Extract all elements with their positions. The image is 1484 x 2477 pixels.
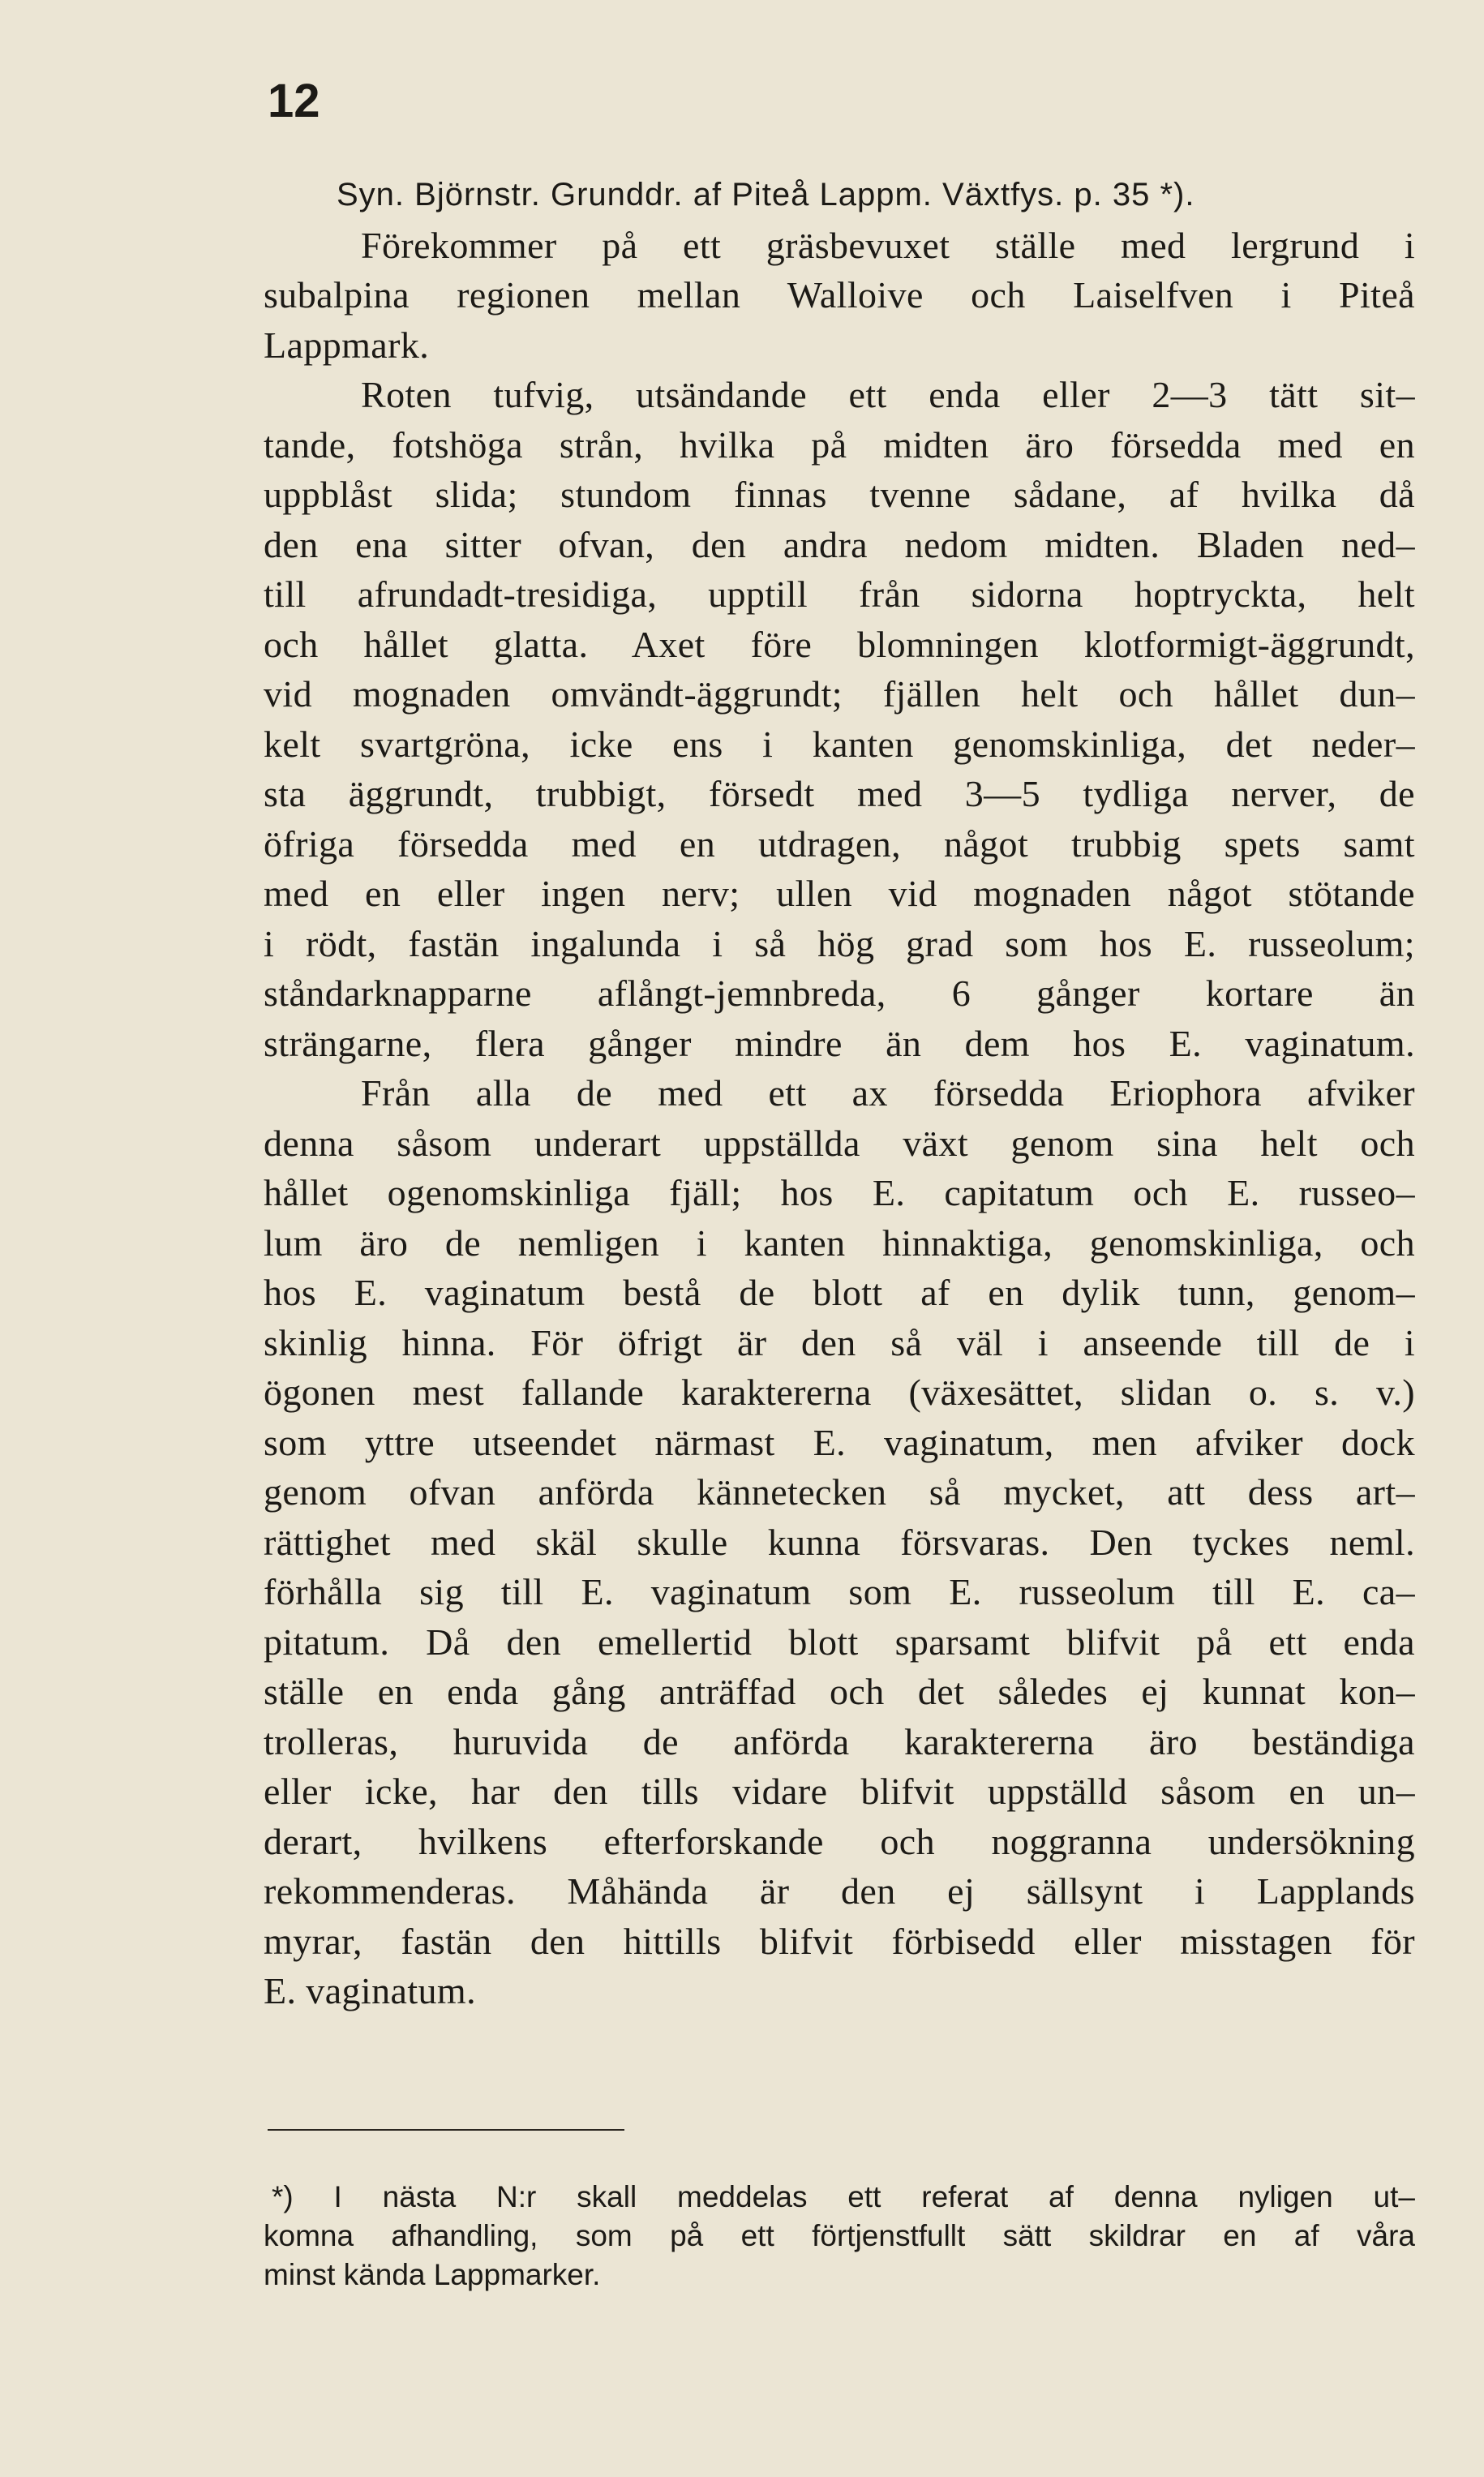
text-line: Från alla de med ett ax försedda Eriophora afviker: [361, 1072, 1415, 1114]
text-line: eller icke, har den tills vidare blifvit uppställd såsom en un–: [264, 1771, 1415, 1812]
synonym-line: Syn. Björnstr. Grunddr. af Piteå Lappm. Växtfys. p. 35 *).: [337, 177, 1195, 212]
text-line: subalpina regionen mellan Walloive och Laiselfven i Piteå: [264, 274, 1415, 316]
text-line: derart, hvilkens efterforskande och noggranna undersökning: [264, 1820, 1415, 1862]
text-line: Förekommer på ett gräsbevuxet ställe med lergrund i: [361, 224, 1415, 266]
text-line: öfriga försedda med en utdragen, något trubbig spets samt: [264, 822, 1415, 865]
footnote: [264, 2178, 1415, 2295]
page-number: 12: [268, 75, 320, 127]
footnote-line: komna afhandling, som på ett förtjenstfullt sätt skildrar en af våra: [264, 2219, 1415, 2252]
footnote-separator: [268, 2129, 624, 2131]
text-line: sta äggrundt, trubbigt, försedt med 3—5 tydliga nerver, de: [264, 773, 1415, 814]
text-line: ställe en enda gång anträffad och det således ej kunnat kon–: [264, 1671, 1415, 1712]
text-line: lum äro de nemligen i kanten hinnaktiga, genomskinliga, och: [264, 1221, 1415, 1264]
text-line: som yttre utseendet närmast E. vaginatum, men afviker dock: [264, 1421, 1415, 1463]
text-line: ögonen mest fallande karaktererna (växesättet, slidan o. s. v.): [264, 1372, 1415, 1413]
text-line: myrar, fastän den hittills blifvit förbisedd eller misstagen för: [264, 1920, 1415, 1962]
text-line: pitatum. Då den emellertid blott sparsamt blifvit på ett enda: [264, 1621, 1415, 1663]
text-line: förhålla sig till E. vaginatum som E. russeolum till E. ca–: [264, 1571, 1415, 1612]
text-line: tande, fotshöga strån, hvilka på midten äro försedda med en: [264, 423, 1415, 466]
text-line: kelt svartgröna, icke ens i kanten genomskinliga, det neder–: [264, 723, 1415, 765]
text-line: till afrundadt-tresidiga, upptill från sidorna hoptryckta, helt: [264, 573, 1415, 615]
text-line: skinlig hinna. För öfrigt är den så väl i anseende till de i: [264, 1321, 1415, 1363]
text-line: strängarne, flera gånger mindre än dem hos E. vaginatum.: [264, 1022, 1415, 1064]
body-text: [264, 170, 1415, 2016]
text-line: E. vaginatum.: [264, 1970, 476, 2011]
text-line: med en eller ingen nerv; ullen vid mognaden något stötande: [264, 873, 1415, 914]
text-line: Lappmark.: [264, 324, 430, 366]
text-line: vid mognaden omvändt-äggrundt; fjällen helt och hållet dun–: [264, 673, 1415, 715]
text-line: uppblåst slida; stundom finnas tvenne sådane, af hvilka då: [264, 474, 1415, 515]
text-line: och hållet glatta. Axet före blomningen klotformigt-äggrundt,: [264, 623, 1415, 665]
text-line: rättighet med skäl skulle kunna försvaras. Den tyckes neml.: [264, 1521, 1415, 1563]
text-line: i rödt, fastän ingalunda i så hög grad som hos E. russeolum;: [264, 922, 1415, 964]
text-line: rekommenderas. Måhända är den ej sällsynt i Lapplands: [264, 1870, 1415, 1912]
footnote-line: *) I nästa N:r skall meddelas ett referat af denna nyligen ut–: [272, 2180, 1415, 2213]
text-line: denna såsom underart uppställda växt genom sina helt och: [264, 1122, 1415, 1164]
text-line: Roten tufvig, utsändande ett enda eller 2—3 tätt sit–: [361, 374, 1415, 415]
text-line: trolleras, huruvida de anförda karaktererna äro beständiga: [264, 1720, 1415, 1762]
text-line: den ena sitter ofvan, den andra nedom midten. Bladen ned–: [264, 523, 1415, 565]
text-line: hållet ogenomskinliga fjäll; hos E. capitatum och E. russeo–: [264, 1172, 1415, 1213]
footnote-line: minst kända Lappmarker.: [264, 2258, 601, 2291]
text-line: genom ofvan anförda kännetecken så mycket, att dess art–: [264, 1471, 1415, 1513]
text-line: ståndarknapparne aflångt-jemnbreda, 6 gånger kortare än: [264, 972, 1415, 1014]
text-line: hos E. vaginatum bestå de blott af en dylik tunn, genom–: [264, 1272, 1415, 1313]
